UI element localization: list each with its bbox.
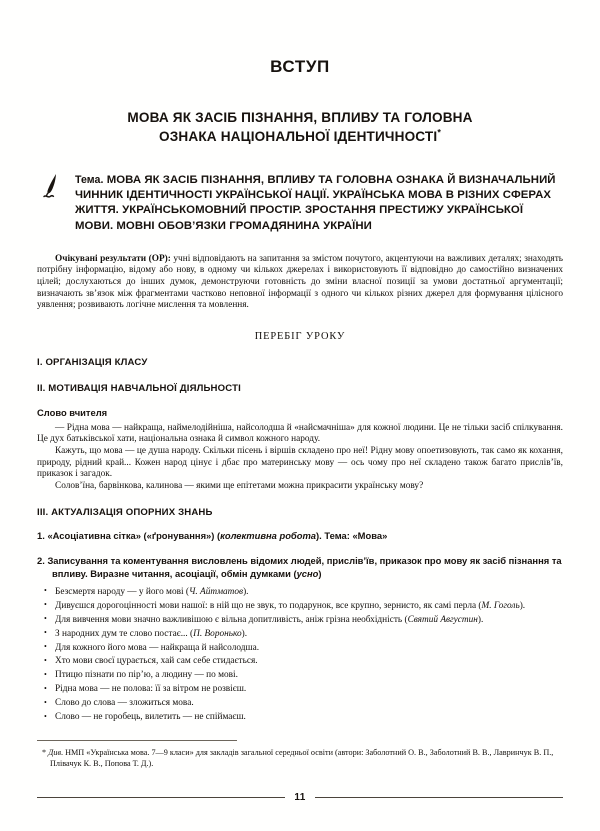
quote-list-item xyxy=(37,697,563,709)
plain-text: Птицю пізнати по пір’ю, а людину — по мові. xyxy=(55,670,238,681)
quote-list-item xyxy=(37,628,563,640)
emphasis-text: усно xyxy=(296,567,319,579)
plain-text: ). xyxy=(519,600,526,611)
footer-rule-right xyxy=(315,797,563,798)
quote-list-item xyxy=(37,669,563,681)
numbered-item xyxy=(37,554,563,580)
intro-heading: ВСТУП xyxy=(270,57,330,76)
emphasis-text: П. Воронько xyxy=(193,628,242,639)
quote-list xyxy=(37,586,563,724)
page-title-line-1: МОВА ЯК ЗАСІБ ПІЗНАННЯ, ВПЛИВУ ТА ГОЛОВНА xyxy=(127,110,473,125)
plain-text: ) xyxy=(318,567,322,579)
tema-label: Тема. xyxy=(75,174,104,186)
plain-text: Хто мови своєї цурається, хай сам себе стидається. xyxy=(55,656,258,667)
quote-list-item xyxy=(37,586,563,598)
tema-block xyxy=(37,173,563,234)
footnote-text xyxy=(37,747,563,769)
numbered-item xyxy=(37,529,563,542)
emphasis-text: Ч. Айтматов xyxy=(188,586,244,597)
plain-text: Безсмертя народу — у його мові ( xyxy=(55,586,189,597)
teacher-paragraph-3: Солов’їна, барвінкова, калинова — якими ще епітетами можна прикрасити українську мову? xyxy=(55,480,424,491)
teacher-word-heading: Слово вчителя xyxy=(37,406,108,418)
plain-text: Слово до слова — зложиться мова. xyxy=(55,698,194,709)
quote-list-item xyxy=(37,711,563,723)
emphasis-text: колективна робота xyxy=(220,530,317,542)
page-footer xyxy=(37,792,563,803)
lesson-flow-heading: ПЕРЕБІГ УРОКУ xyxy=(254,330,346,342)
expected-results-paragraph xyxy=(37,254,563,312)
footnote-block xyxy=(37,740,563,769)
emphasis-text: М. Гоголь xyxy=(481,600,520,611)
quote-list-item xyxy=(37,600,563,612)
footnote-marker: * xyxy=(437,127,441,138)
page-title-line-2: ОЗНАКА НАЦІОНАЛЬНОЇ ІДЕНТИЧНОСТІ xyxy=(159,129,438,144)
section-heading-2: II. МОТИВАЦІЯ НАВЧАЛЬНОЇ ДІЯЛЬНОСТІ xyxy=(37,382,241,394)
section-heading-3: III. АКТУАЛІЗАЦІЯ ОПОРНИХ ЗНАНЬ xyxy=(37,507,213,519)
quote-list-item xyxy=(37,642,563,654)
plain-text: Для вивчення мови значно важливішою є вільна допитливість, аніж грізна необхідність ( xyxy=(55,614,408,625)
expected-results-body: учні відповідають на запитання за змістом почутого, акцентуючи на важливих деталях; знаходять потрібну інформацію, відому або нову, в одному чи кількох джерелах і використовують її відповідно до самостійно визначених цілей; дослухаються до інших думок, демонструючи готовність до зміни власної позиції за умови достатньої аргументації; визначають зв’язок між фрагментами частково неповної інформації з одного чи кількох різних джерел для формування цілісного уявлення; розвивають логічне мислення та мовлення. xyxy=(37,253,563,311)
quote-list-item xyxy=(37,614,563,626)
footnote-marker-symbol: * xyxy=(42,748,47,757)
page-title xyxy=(37,108,563,146)
page-number: 11 xyxy=(294,792,306,803)
plain-text: Записування та коментування висловлень відомих людей, прислів’їв, приказок про мову як засіб пізнання та впливу. Виразне читання, асоціації, обмін думками ( xyxy=(47,554,562,579)
plain-text: ). xyxy=(241,628,248,639)
plain-text: ). xyxy=(477,614,484,625)
plain-text: Дивуєшся дорогоцінності мови нашої: в ній що не звук, то подарунок, все крупно, зернисто, як самі перла ( xyxy=(55,600,482,611)
plain-text: . НМП «Українська мова. 7—9 класи» для закладів загальної середньої освіти (автори: Заболотний О. В., Заболотний В. В., Лавринчук В. П., Плівачук К. В., Попова Т. Д.). xyxy=(50,748,554,768)
plain-text: Слово — не горобець, вилетить — не спіймаєш. xyxy=(55,712,246,723)
plain-text: Рідна мова — не полова: її за вітром не розвієш. xyxy=(55,684,247,695)
teacher-paragraph-2: Кажуть, що мова — це душа народу. Скільки пісень і віршів складено про неї! Рідну мову опоетизовують, так само як кохання, природу, рідний край... Кожен народ цінує і дбає про материнську мову — ось чому про неї складено також багато прислів’їв, приказок і загадок. xyxy=(37,445,563,480)
plain-text: «Асоціативна сітка» («ґронування») ( xyxy=(47,530,221,542)
emphasis-text: Святий Августин xyxy=(407,614,478,625)
emphasis-text: Див xyxy=(48,748,61,757)
footnote-separator xyxy=(37,740,237,741)
footer-rule-left xyxy=(37,797,285,798)
section-heading-1: I. ОРГАНІЗАЦІЯ КЛАСУ xyxy=(37,356,148,368)
plain-text: ). xyxy=(243,586,249,597)
quill-pen-icon xyxy=(39,171,71,201)
plain-text: ). Тема: «Мова» xyxy=(316,530,388,542)
plain-text: З народних дум те слово постає... ( xyxy=(55,628,194,639)
numbered-item-list xyxy=(37,529,563,580)
tema-text xyxy=(75,173,563,234)
numbered-item-number: 1. xyxy=(37,530,48,542)
teacher-paragraph-1: — Рідна мова — найкраща, наймелодійніша, найсолодша й «найсмачніша» для кожної людини. Це не тільки засіб спілкування. Це дух батьківської хати, національна ознака й символ кожного народу. xyxy=(37,422,563,445)
quote-list-item xyxy=(37,683,563,695)
quote-list-item xyxy=(37,655,563,667)
tema-body: МОВА ЯК ЗАСІБ ПІЗНАННЯ, ВПЛИВУ ТА ГОЛОВНА ОЗНАКА Й ВИЗНАЧАЛЬНИЙ ЧИННИК ІДЕНТИЧНОСТІ УКРАЇНСЬКОЇ НАЦІЇ. УКРАЇНСЬКА МОВА В РІЗНИХ СФЕРАХ ЖИТТЯ. УКРАЇНСЬКОМОВНИЙ ПРОСТІР. ЗРОСТАННЯ ПРЕСТИЖУ УКРАЇНСЬКОЇ МОВИ. МОВНІ ОБОВ’ЯЗКИ ГРОМАДЯНИНА УКРАЇНИ xyxy=(75,174,556,232)
expected-results-label: Очікувані результати (ОР): xyxy=(55,253,171,264)
numbered-item-number: 2. xyxy=(37,554,48,566)
plain-text: Для кожного його мова — найкраща й найсолодша. xyxy=(55,642,260,653)
